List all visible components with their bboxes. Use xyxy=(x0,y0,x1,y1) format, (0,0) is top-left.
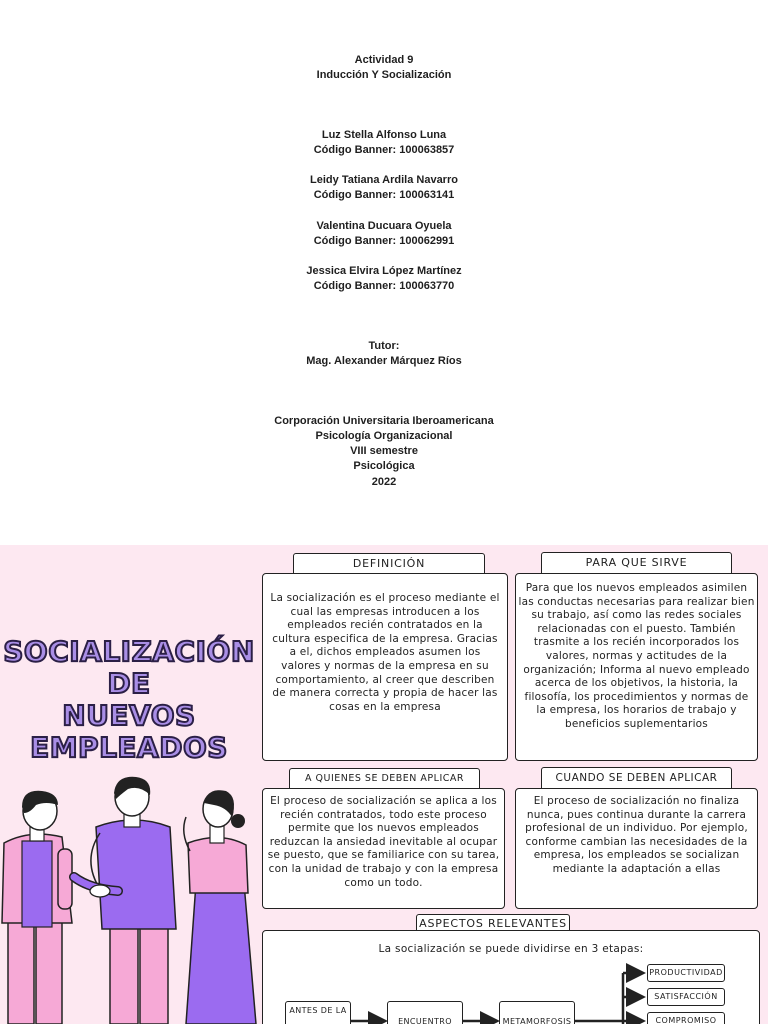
aspects-heading: ASPECTOS RELEVANTES xyxy=(416,914,570,936)
author-code: Código Banner: 100063770 xyxy=(313,280,455,292)
outcome-box: PRODUCTIVIDAD xyxy=(647,964,725,982)
activity-title: Actividad 9 xyxy=(354,54,414,66)
to-whom-heading: A QUIENES SE DEBEN APLICAR xyxy=(289,768,480,792)
definition-heading: DEFINICIÓN xyxy=(293,553,485,577)
infographic-title-line: DE xyxy=(107,667,151,700)
infographic xyxy=(0,545,768,1024)
people-illustration xyxy=(0,773,258,1024)
program: Psicología Organizacional xyxy=(315,430,453,442)
to-whom-box xyxy=(262,788,505,909)
aspects-box xyxy=(262,930,760,1024)
stage-box: ANTES DE LA xyxy=(285,1001,351,1024)
institution: Corporación Universitaria Iberoamericana xyxy=(274,415,494,427)
semester: VIII semestre xyxy=(350,445,418,457)
infographic-title-line: NUEVOS xyxy=(62,699,196,732)
definition-box xyxy=(262,573,508,761)
author-name: Luz Stella Alfonso Luna xyxy=(321,129,447,141)
author-name: Jessica Elvira López Martínez xyxy=(306,265,462,277)
author-name: Valentina Ducuara Oyuela xyxy=(316,220,452,232)
purpose-text: Para que los nuevos empleados asimilen las conductas necesarias para realizar bien su trabajo, así como las redes sociales relacionadas con el puesto. También trasmite a los recién incorporados los valores, normas y actitudes de la organización; Informa al nuevo empleado acerca de los objetivos, la historia, la filosofía, los procedimientos y normas de la empresa, los horarios de trabajo y beneficios suplementarios xyxy=(518,582,755,730)
man-center-figure xyxy=(74,777,176,1024)
when-text: El proceso de socialización no finaliza nunca, pues continua durante la carrera profesional de un individuo. Por ejemplo, conforme cambian las necesidades de la empresa, los empleados se socializan mediante la adaptación a ellas xyxy=(525,795,748,875)
purpose-heading: PARA QUE SIRVE xyxy=(541,552,732,576)
when-heading: CUANDO SE DEBEN APLICAR xyxy=(541,767,732,791)
to-whom-text: El proceso de socialización se aplica a los recién contratados, todo este proceso permite que los nuevos empleados reduzcan la ansiedad inevitable al ocupar se puesto, que se familiarice con su tarea, con la unidad de trabajo y con la empresa como un todo. xyxy=(267,795,500,889)
faculty: Psicológica xyxy=(353,460,415,472)
when-box xyxy=(515,788,758,909)
definition-text: La socialización es el proceso mediante el cual las empresas introducen a los empleados recién contratados en la cultura especifica de la empresa. Gracias a el, dichos empleados asumen los valores y normas de la empresa en su comportamiento, al creer que describen de manera correcta y propia de hacer las cosas en la empresa xyxy=(270,592,500,713)
aspects-intro: La socialización se puede dividirse en 3 etapas: xyxy=(378,943,644,955)
tutor-name: Mag. Alexander Márquez Ríos xyxy=(306,355,462,367)
woman-right-figure xyxy=(184,790,256,1024)
outcome-box: COMPROMISO xyxy=(647,1012,725,1024)
purpose-box xyxy=(515,573,758,761)
author-code: Código Banner: 100063141 xyxy=(313,189,455,201)
outcome-box: SATISFACCIÓN xyxy=(647,988,725,1006)
infographic-title-line: SOCIALIZACIÓN xyxy=(3,635,255,668)
man-left-figure xyxy=(2,791,72,1024)
author-code: Código Banner: 100062991 xyxy=(313,235,455,247)
infographic-title-line: EMPLEADOS xyxy=(30,731,228,764)
tutor-label: Tutor: xyxy=(368,340,400,352)
stage-box: METAMORFOSIS xyxy=(499,1001,575,1024)
author-name: Leidy Tatiana Ardila Navarro xyxy=(310,174,458,186)
author-code: Código Banner: 100063857 xyxy=(313,144,455,156)
subject-title: Inducción Y Socialización xyxy=(316,69,452,81)
year: 2022 xyxy=(371,476,397,488)
stage-box: ENCUENTRO xyxy=(387,1001,463,1024)
